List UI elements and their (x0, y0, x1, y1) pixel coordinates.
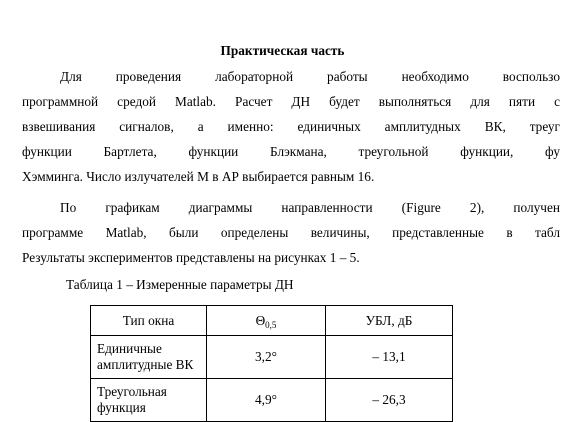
theta-subscript: 0,5 (265, 319, 277, 330)
paragraph-1-line-1: Для проведения лабораторной работы необходимо воспользо (60, 69, 560, 84)
header-theta (207, 306, 326, 336)
window-type-line-2: функция (97, 400, 146, 415)
paragraph-1-line-4: функции Бартлета, функции Блэкмана, треугольной функции, фу (22, 144, 560, 159)
parameters-table (90, 305, 453, 422)
section-heading: Практическая часть (220, 43, 345, 58)
window-type-line-2: амплитудные ВК (97, 357, 194, 372)
cell-side-lobe-level: – 26,3 (326, 379, 453, 422)
cell-window-type (91, 336, 207, 379)
window-type-line-1: Единичные (97, 341, 162, 356)
theta-symbol: Θ (255, 312, 266, 328)
header-window-type: Тип окна (91, 306, 207, 336)
header-side-lobe-level: УБЛ, дБ (326, 306, 453, 336)
table-caption: Таблица 1 – Измеренные параметры ДН (66, 277, 294, 292)
table-row (91, 379, 453, 422)
paragraph-2-line-3: Результаты экспериментов представлены на рисунках 1 – 5. (22, 250, 360, 265)
cell-theta: 4,9° (207, 379, 326, 422)
paragraph-1-line-3: взвешивания сигналов, а именно: единичных амплитудных ВК, треуг (22, 119, 560, 134)
cell-side-lobe-level: – 13,1 (326, 336, 453, 379)
paragraph-1-line-5: Хэмминга. Число излучателей М в АР выбирается равным 16. (22, 169, 375, 184)
paragraph-2-line-2: программе Matlab, были определены величины, представленные в табл (22, 225, 560, 240)
cell-window-type (91, 379, 207, 422)
table-header-row (91, 306, 453, 336)
window-type-line-1: Треугольная (97, 384, 167, 399)
paragraph-1-line-2: программной средой Matlab. Расчет ДН будет выполняться для пяти с (22, 94, 560, 109)
paragraph-2-line-1: По графикам диаграммы направленности (Figure 2), получен (60, 200, 560, 215)
table-row (91, 336, 453, 379)
cell-theta: 3,2° (207, 336, 326, 379)
